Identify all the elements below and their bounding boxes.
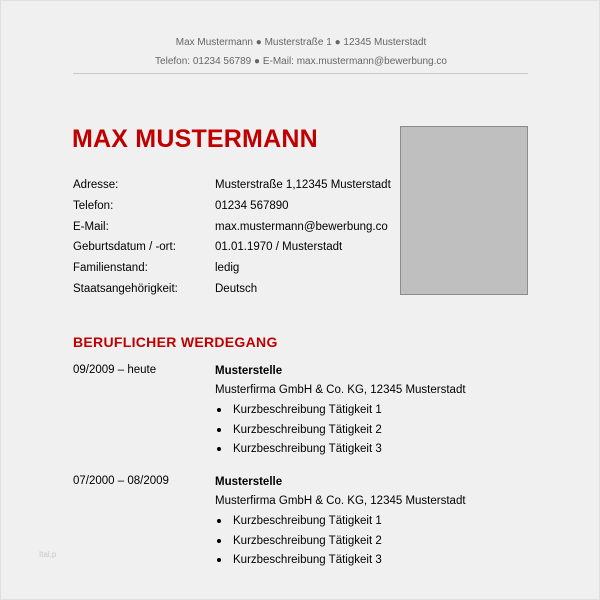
watermark: Ital.p [39,550,57,559]
job-date: 07/2000 – 08/2009 [73,475,169,487]
personal-value: Deutsch [215,283,258,295]
job-task-item [215,442,535,462]
personal-label: Geburtsdatum / -ort: [73,241,176,253]
job-task-item [215,553,535,573]
bullet-icon [217,519,221,523]
bullet-icon [217,558,221,562]
job-task-text: Kurzbeschreibung Tätigkeit 2 [233,534,382,547]
job-company: Musterfirma GmbH & Co. KG, 12345 Musterstadt [215,384,466,396]
job-task-item [215,514,535,534]
personal-label: Staatsangehörigkeit: [73,283,178,295]
job-task-text: Kurzbeschreibung Tätigkeit 1 [233,515,382,527]
header-divider [73,73,528,74]
job-details [215,475,535,573]
personal-label: Adresse: [73,179,119,191]
job-task-item [215,423,535,443]
job-details [215,364,535,462]
personal-value: 01234 567890 [215,200,289,212]
job-task-text: Kurzbeschreibung Tätigkeit 3 [233,554,382,566]
photo-placeholder [400,126,528,295]
job-task-text: Kurzbeschreibung Tätigkeit 3 [233,443,382,455]
job-task-item [215,534,535,554]
bullet-icon [217,408,221,412]
job-company: Musterfirma GmbH & Co. KG, 12345 Musterstadt [215,495,466,507]
personal-value: max.mustermann@bewerbung.co [215,221,388,233]
header-address-line: Max Mustermann ● Musterstraße 1 ● 12345 Musterstadt [175,37,427,48]
job-task-text: Kurzbeschreibung Tätigkeit 2 [233,423,382,436]
personal-value: 01.01.1970 / Musterstadt [215,241,343,253]
job-title: Musterstelle [215,365,283,377]
personal-label: Familienstand: [73,262,148,274]
bullet-icon [217,539,221,543]
bullet-icon [217,428,221,432]
personal-label: Telefon: [73,200,114,212]
applicant-name: MAX MUSTERMANN [72,125,318,153]
personal-label: E-Mail: [73,221,109,233]
bullet-icon [217,447,221,451]
personal-value: Musterstraße 1,12345 Musterstadt [215,179,391,191]
job-title: Musterstelle [215,476,283,488]
job-date: 09/2009 – heute [73,364,157,376]
personal-value: ledig [215,262,240,274]
job-task-item [215,403,535,423]
header-contact-line: Telefon: 01234 56789 ● E-Mail: max.mustermann@bewerbung.co [155,56,447,67]
section-title-career: BERUFLICHER WERDEGANG [73,334,278,350]
job-task-text: Kurzbeschreibung Tätigkeit 1 [233,404,382,416]
